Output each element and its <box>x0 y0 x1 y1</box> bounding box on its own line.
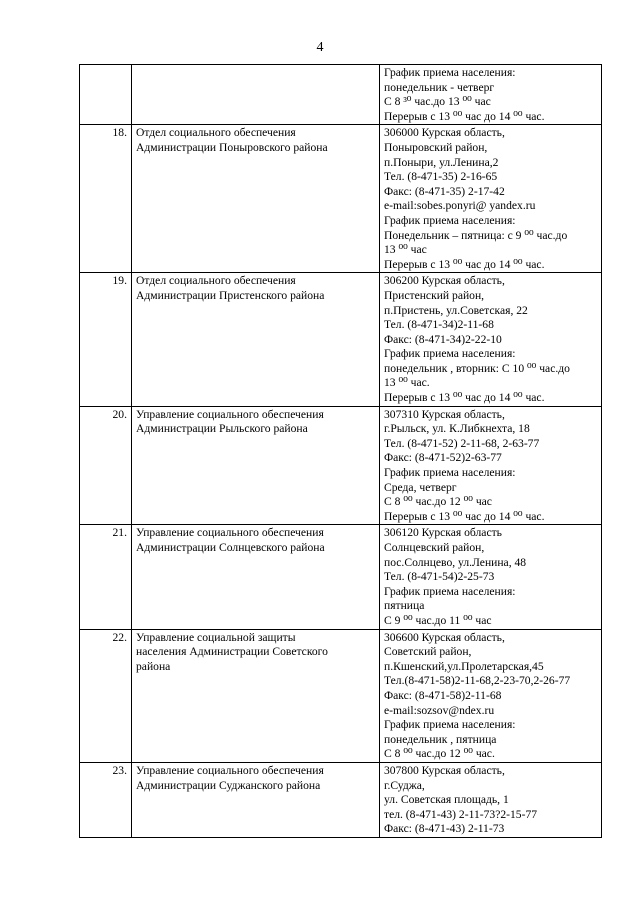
detail-line: Факс: (8-471-34)2-22-10 <box>384 332 502 346</box>
detail-line: п.Поныри, ул.Ленина,2 <box>384 155 499 169</box>
detail-line: г.Рыльск, ул. К.Либкнехта, 18 <box>384 422 530 436</box>
page-number: 4 <box>316 40 324 55</box>
table-row <box>80 762 602 837</box>
institution-name <box>132 65 380 125</box>
detail-line: Факс: (8-471-43) 2-11-73 <box>384 822 505 836</box>
name-line: Администрации Солнцевского района <box>136 541 325 554</box>
row-number: 20. <box>80 406 132 525</box>
detail-line: Факс: (8-471-35) 2-17-42 <box>384 184 505 198</box>
name-line: Управление социального обеспечения <box>136 526 324 540</box>
table-row <box>80 65 602 125</box>
institution-name <box>132 525 380 629</box>
detail-line: 307310 Курская область, <box>384 407 505 421</box>
contact-details <box>380 762 602 837</box>
detail-line: Советский район, <box>384 645 472 659</box>
detail-line: понедельник , вторник: С 10 ⁰⁰ час.до <box>384 361 570 375</box>
detail-line: Среда, четверг <box>384 480 457 494</box>
table-row <box>80 406 602 525</box>
detail-line: Перерыв с 13 ⁰⁰ час до 14 ⁰⁰ час. <box>384 509 545 523</box>
name-line: Администрации Рыльского района <box>136 422 308 436</box>
detail-line: Тел. (8-471-35) 2-16-65 <box>384 170 498 184</box>
detail-line: Факс: (8-471-52)2-63-77 <box>384 451 502 465</box>
row-number <box>80 65 132 125</box>
detail-line: г.Суджа, <box>384 778 425 792</box>
table-row <box>80 125 602 273</box>
institution-name <box>132 762 380 837</box>
detail-line: С 9 ⁰⁰ час.до 11 ⁰⁰ час <box>384 613 492 627</box>
detail-line: Перерыв с 13 ⁰⁰ час до 14 ⁰⁰ час. <box>384 109 545 123</box>
institution-name <box>132 629 380 762</box>
detail-line: График приема населения: <box>384 584 516 598</box>
name-line: Управление социального обеспечения <box>136 407 324 421</box>
detail-line: понедельник , пятница <box>384 732 497 746</box>
detail-line: e-mail:sozsov@ndex.ru <box>384 703 495 717</box>
institutions-table <box>79 64 602 838</box>
detail-line: Тел. (8-471-52) 2-11-68, 2-63-77 <box>384 436 540 450</box>
detail-line: График приема населения: <box>384 347 516 361</box>
contact-details <box>380 273 602 406</box>
name-line: Управление социального обеспечения <box>136 763 324 777</box>
name-line: Администрации Пристенского района <box>136 288 325 302</box>
name-line: Отдел социального обеспечения <box>136 274 296 288</box>
detail-line: Понедельник – пятница: с 9 ⁰⁰ час.до <box>384 228 568 242</box>
table-row <box>80 525 602 629</box>
name-line: Администрации Суджанского района <box>136 778 321 792</box>
institution-name <box>132 406 380 525</box>
detail-line: 13 ⁰⁰ час. <box>384 376 430 390</box>
detail-line: 306000 Курская область, <box>384 126 505 140</box>
detail-line: 306120 Курская область <box>384 526 502 540</box>
contact-details <box>380 629 602 762</box>
name-line: населения Администрации Советского <box>136 645 328 659</box>
detail-line: e-mail:sobes.ponyri@ yandex.ru <box>384 199 536 213</box>
institution-name <box>132 125 380 273</box>
detail-line: С 8 ⁰⁰ час.до 12 ⁰⁰ час. <box>384 747 495 761</box>
detail-line: Тел. (8-471-34)2-11-68 <box>384 318 494 332</box>
detail-line: С 8 ⁰⁰ час.до 12 ⁰⁰ час <box>384 495 492 509</box>
detail-line: понедельник - четверг <box>384 80 495 94</box>
detail-line: ул. Советская площадь, 1 <box>384 793 509 807</box>
detail-line: 306200 Курская область, <box>384 274 505 288</box>
name-line: Администрации Поныровского района <box>136 140 328 154</box>
detail-line: Тел. (8-471-54)2-25-73 <box>384 570 495 584</box>
detail-line: тел. (8-471-43) 2-11-73?2-15-77 <box>384 807 538 821</box>
row-number: 19. <box>80 273 132 406</box>
detail-line: График приема населения: <box>384 213 516 227</box>
name-line: Отдел социального обеспечения <box>136 126 296 140</box>
contact-details <box>380 525 602 629</box>
detail-line: С 8 ³⁰ час.до 13 ⁰⁰ час <box>384 95 491 109</box>
name-line: района <box>136 659 171 673</box>
detail-line: пятница <box>384 599 425 613</box>
detail-line: 306600 Курская область, <box>384 630 505 644</box>
row-number: 18. <box>80 125 132 273</box>
detail-line: Перерыв с 13 ⁰⁰ час до 14 ⁰⁰ час. <box>384 391 545 405</box>
detail-line: Перерыв с 13 ⁰⁰ час до 14 ⁰⁰ час. <box>384 257 545 271</box>
detail-line: 13 ⁰⁰ час <box>384 243 427 257</box>
contact-details <box>380 125 602 273</box>
institution-name <box>132 273 380 406</box>
detail-line: п.Кшенский,ул.Пролетарская,45 <box>384 659 544 673</box>
table-row <box>80 629 602 762</box>
table-body <box>80 65 602 838</box>
detail-line: п.Пристень, ул.Советская, 22 <box>384 303 528 317</box>
table-row <box>80 273 602 406</box>
detail-line: Поныровский район, <box>384 140 488 154</box>
detail-line: График приема населения: <box>384 66 516 79</box>
row-number: 23. <box>80 762 132 837</box>
contact-details <box>380 406 602 525</box>
row-number: 22. <box>80 629 132 762</box>
detail-line: Пристенский район, <box>384 288 485 302</box>
name-line: Управление социальной защиты <box>136 630 296 644</box>
detail-line: 307800 Курская область, <box>384 763 505 777</box>
detail-line: пос.Солнцево, ул.Ленина, 48 <box>384 555 527 569</box>
detail-line: Факс: (8-471-58)2-11-68 <box>384 688 502 702</box>
contact-details <box>380 65 602 125</box>
row-number: 21. <box>80 525 132 629</box>
detail-line: График приема населения: <box>384 718 516 732</box>
detail-line: Солнцевский район, <box>384 541 485 554</box>
detail-line: Тел.(8-471-58)2-11-68,2-23-70,2-26-77 <box>384 674 571 688</box>
detail-line: График приема населения: <box>384 466 516 480</box>
